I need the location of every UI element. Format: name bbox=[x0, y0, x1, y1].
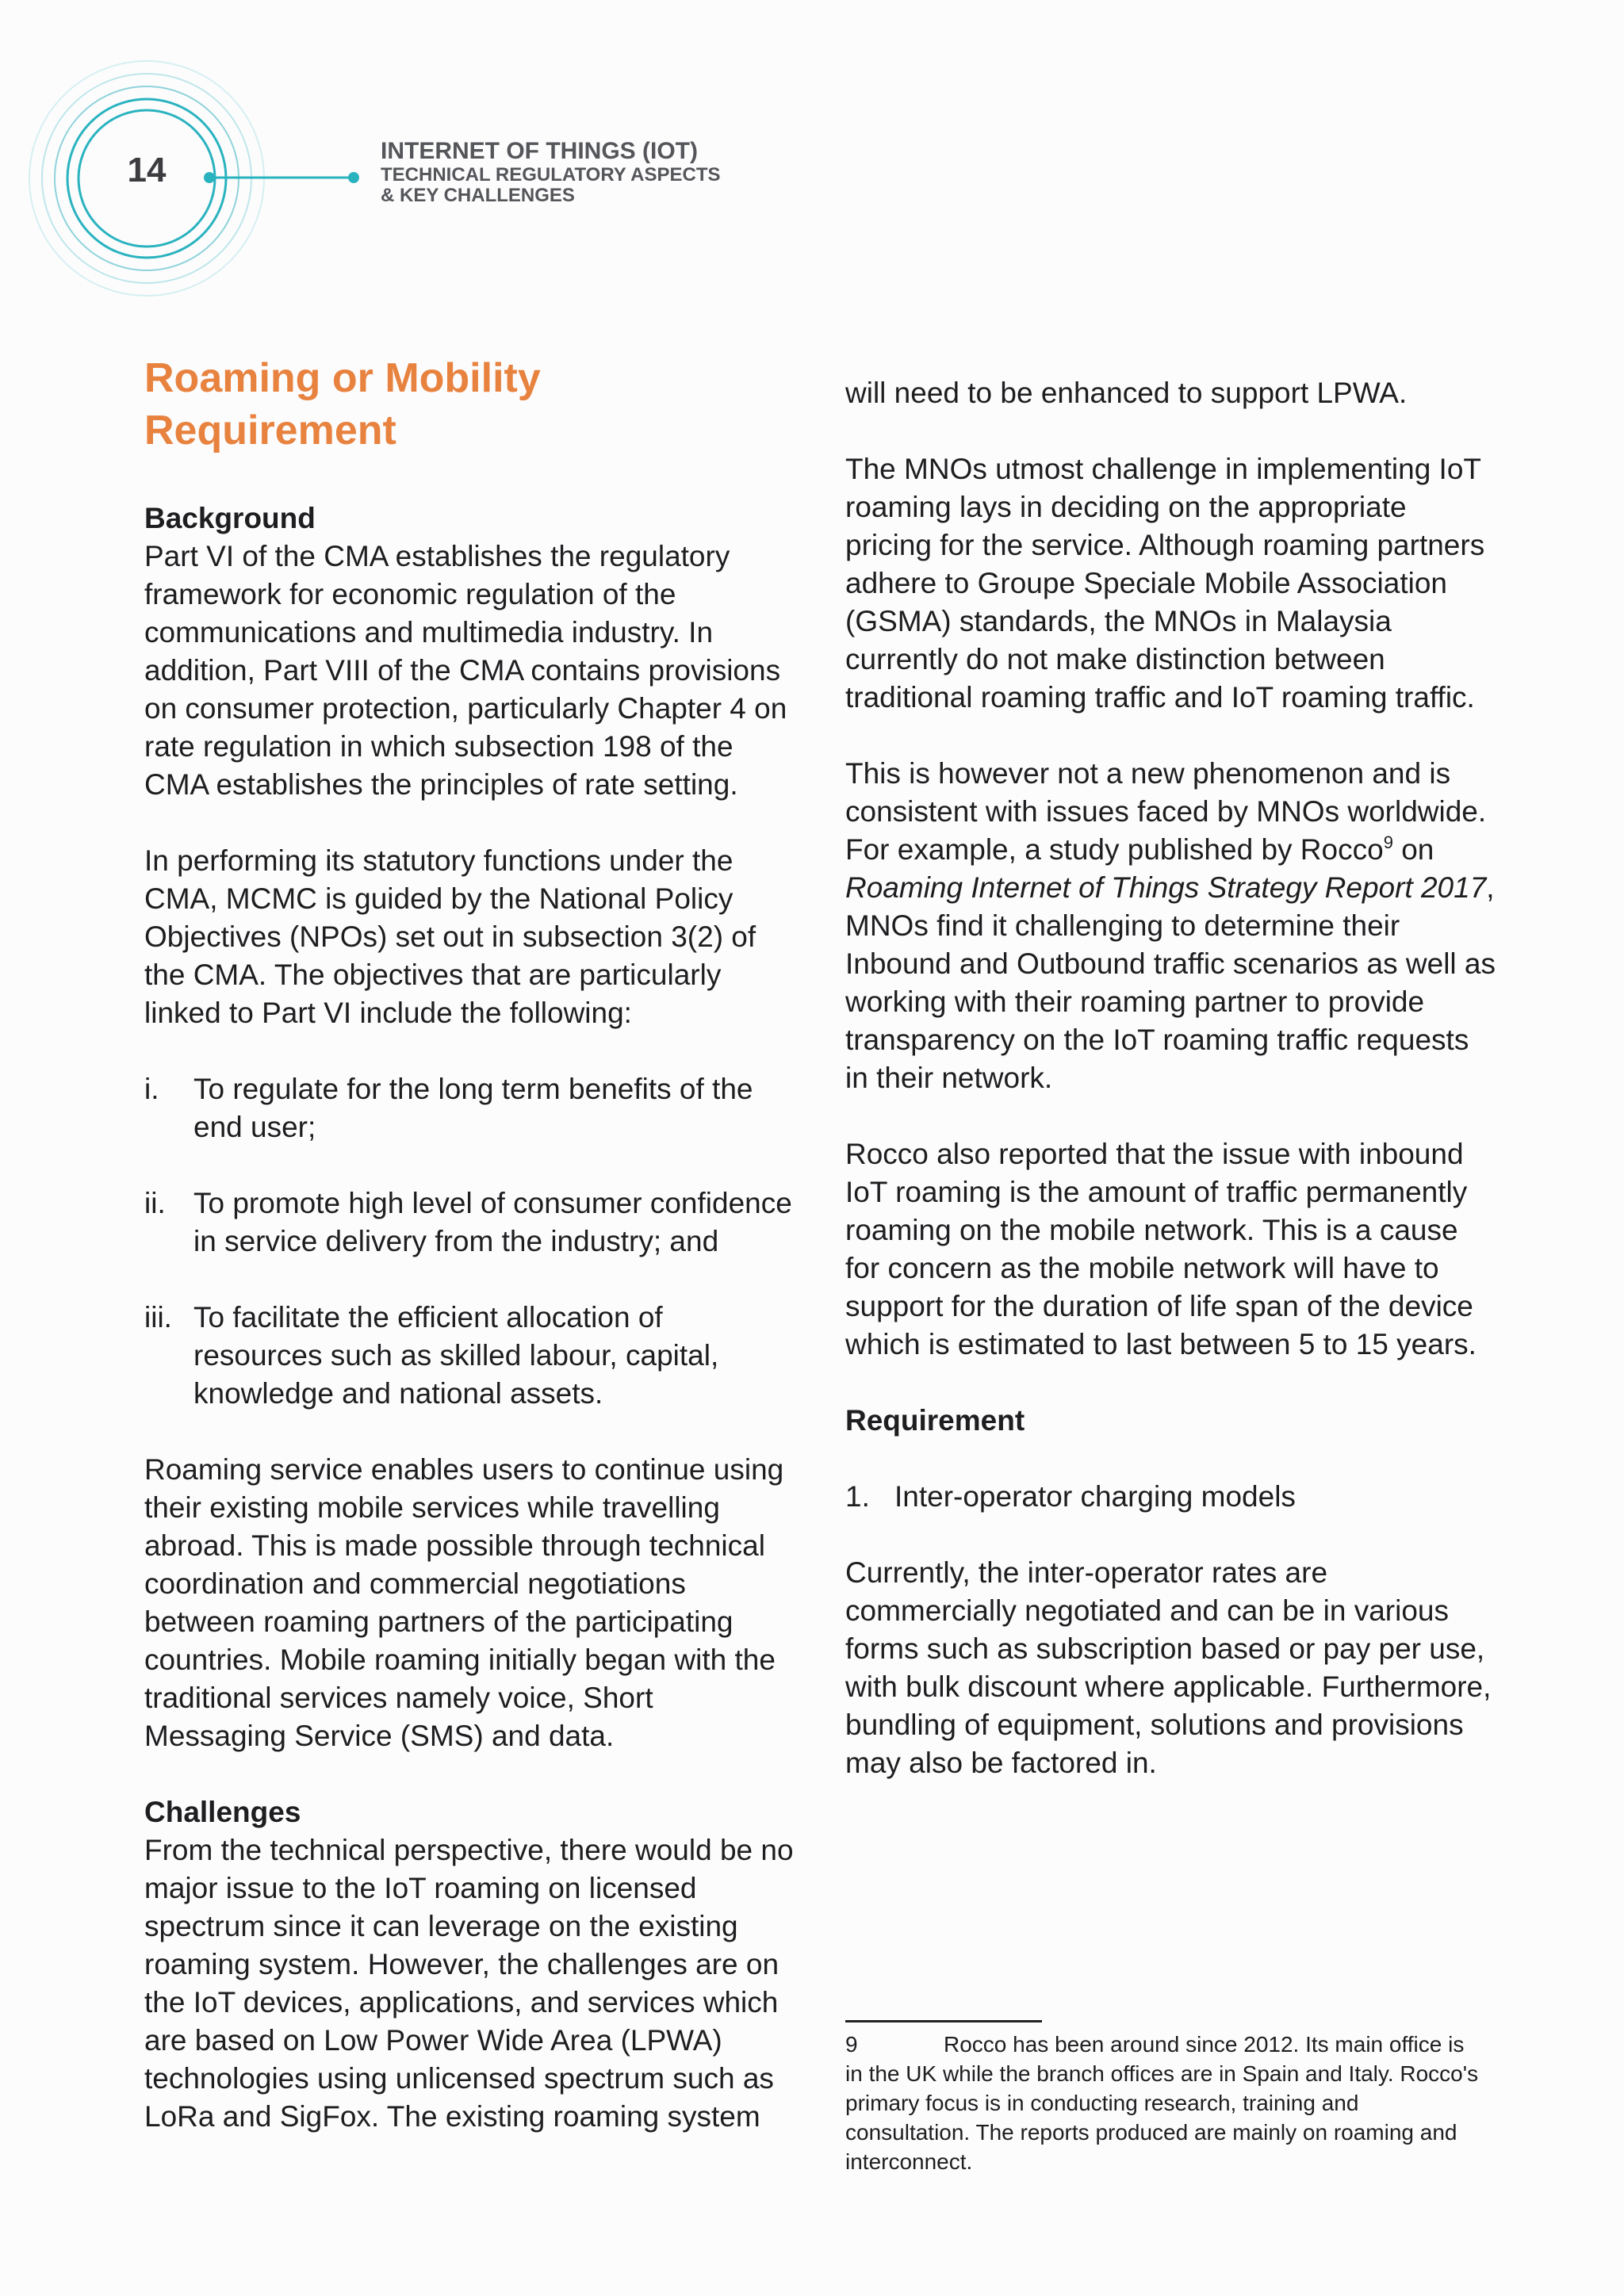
paragraph-text: , MNOs find it challenging to determine their Inbound and Outbound traffic scenarios as well as working with their roaming partner to provide transparency on the IoT roaming traffic requests in their network. bbox=[845, 871, 1496, 1094]
header-subtitle-line1: TECHNICAL REGULATORY ASPECTS bbox=[381, 164, 721, 186]
footnote-number: 9 bbox=[845, 2032, 858, 2057]
footnote-divider bbox=[845, 2020, 1042, 2022]
footnote bbox=[845, 2030, 1480, 2176]
background-paragraph-2: In performing its statutory functions under the CMA, MCMC is guided by the National Policy Objectives (NPOs) set out in subsection 3(2) of the CMA. The objectives that are particularly linked to Part VI include the following: bbox=[144, 844, 756, 1029]
list-item-number: ii. bbox=[144, 1187, 166, 1219]
page-number: 14 bbox=[127, 151, 167, 189]
list-item-text: To promote high level of consumer confidence in service delivery from the industry; and bbox=[193, 1187, 792, 1257]
challenges-paragraph-1: From the technical perspective, there would be no major issue to the IoT roaming on licensed spectrum since it can leverage on the existing roaming system. However, the challenges are on the IoT devices, applications, and services which are based on Low Power Wide Area (LPWA) technologies using unlicensed spectrum such as LoRa and SigFox. The existing roaming system bbox=[144, 1834, 794, 2133]
header-title: INTERNET OF THINGS (IOT) bbox=[381, 138, 698, 164]
list-item bbox=[144, 1299, 795, 1413]
challenges-heading: Challenges bbox=[144, 1796, 301, 1828]
list-item-text: To facilitate the efficient allocation of resources such as skilled labour, capital, knowledge and national assets. bbox=[193, 1301, 719, 1410]
list-item bbox=[144, 1184, 795, 1261]
requirement-paragraph-1: Currently, the inter-operator rates are commercially negotiated and can be in various forms such as subscription based or pay per use, with bulk discount where applicable. Furthermore, bundling of equipment, solutions and provisions may also be factored in. bbox=[845, 1556, 1492, 1779]
challenges-paragraph-4: Rocco also reported that the issue with inbound IoT roaming is the amount of traffic permanently roaming on the mobile network. This is a cause for concern as the mobile network will have to support for the duration of life span of the device which is estimated to last between 5 to 15 years. bbox=[845, 1138, 1477, 1360]
paragraph-text: This is however not a new phenomenon and is consistent with issues faced by MNOs worldwide. For example, a study published by Rocco bbox=[845, 757, 1487, 866]
background-heading: Background bbox=[144, 502, 316, 534]
report-title: Roaming Internet of Things Strategy Report 2017 bbox=[845, 871, 1487, 904]
footnote-reference: 9 bbox=[1383, 832, 1393, 852]
header-connector-line bbox=[203, 168, 362, 187]
list-item-text: To regulate for the long term benefits of the end user; bbox=[193, 1073, 753, 1143]
list-item-number: iii. bbox=[144, 1301, 172, 1334]
list-item bbox=[144, 1070, 795, 1146]
section-title: Roaming or Mobility Requirement bbox=[144, 355, 541, 453]
challenges-paragraph-2: The MNOs utmost challenge in implementing IoT roaming lays in deciding on the appropriate pricing for the service. Although roaming partners adhere to Groupe Speciale Mobile Association (GSMA) standards, the MNOs in Malaysia currently do not make distinction between traditional roaming traffic and IoT roaming traffic. bbox=[845, 453, 1485, 714]
running-header bbox=[381, 138, 720, 206]
requirement-heading: Requirement bbox=[845, 1404, 1025, 1437]
list-item-number: i. bbox=[144, 1073, 159, 1105]
challenges-paragraph-1-continued: will need to be enhanced to support LPWA. bbox=[845, 377, 1408, 409]
right-column bbox=[845, 374, 1496, 1820]
list-item-text: Inter-operator charging models bbox=[894, 1480, 1296, 1513]
left-column bbox=[144, 352, 795, 2136]
background-paragraph-1: Part VI of the CMA establishes the regulatory framework for economic regulation of the communications and multimedia industry. In addition, Part VIII of the CMA contains provisions on consumer protection, particularly Chapter 4 on rate regulation in which subsection 198 of the CMA establishes the principles of rate setting. bbox=[144, 540, 787, 801]
list-item bbox=[845, 1478, 1496, 1516]
requirement-list bbox=[845, 1478, 1496, 1516]
paragraph-text: on bbox=[1392, 833, 1434, 866]
challenges-paragraph-3 bbox=[845, 755, 1496, 1097]
list-item-number: 1. bbox=[845, 1480, 870, 1513]
header-subtitle-line2: & KEY CHALLENGES bbox=[381, 185, 575, 206]
footnote-text: Rocco has been around since 2012. Its main office is in the UK while the branch offices are in Spain and Italy. Rocco's primary focus is in conducting research, training and consultation. The reports produced are mainly on roaming and interconnect. bbox=[845, 2032, 1479, 2174]
objectives-list bbox=[144, 1070, 795, 1413]
background-paragraph-3: Roaming service enables users to continue using their existing mobile services while travelling abroad. This is made possible through technical coordination and commercial negotiations between roaming partners of the participating countries. Mobile roaming initially began with the traditional services namely voice, Short Messaging Service (SMS) and data. bbox=[144, 1453, 784, 1752]
